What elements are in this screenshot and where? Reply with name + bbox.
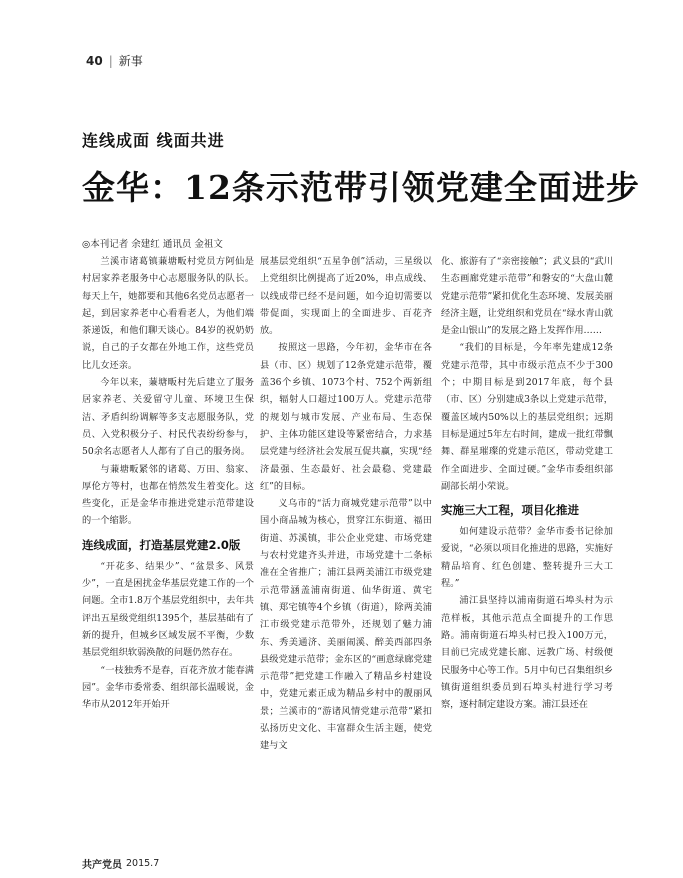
paragraph: 化、旅游有了“亲密接触”；武义县的“武川生态画廊党建示范带”和磐安的“大盘山麓党建示范带”紧扣优化生态环境、发展美丽经济主题，让党组织和党员在“绿水青山就是金山银山”的发展之路上发挥作用…… [441,256,613,337]
section-heading: 连线成面，打造基层党建2.0版 [82,537,241,552]
paragraph: 义乌市的“活力商城党建示范带”以中国小商品城为核心，贯穿江东街道、福田街道、苏溪镇，非公企业党建、市场党建与农村党建齐头并进，市场党建十二条标准在全省推广；浦江县两美浦江市级党建示范带涵盖浦南街道、仙华街道、黄宅镇、郑宅镇等4个乡镇（街道），除两美浦江市级党建示范带外，还规划了魅力浦东、秀美通济、美丽闹溪、醉美西部四条县级党建示范带；金东区的“画意绿廊党建示范带”把党建工作融入了精品乡村建设中，党建元素正成为精品乡村中的靓丽风景；兰溪市的“游诸风情党建示范带”紧扣弘扬历史文化、丰富群众生活主题，使党建与文 [260,498,432,752]
article-column-1 [82,253,254,713]
paragraph: 与蒹塘畈紧邻的诸葛、万田、翁家、厚伦方等村，也都在悄然发生着变化。这些变化，正是金华市推进党建示范带建设的一个缩影。 [82,463,254,527]
paragraph: 浦江县坚持以浦南街道石埠头村为示范样板，其他示范点全面提升的工作思路。浦南街道石埠头村已投入100万元，目前已完成党建长廊、远教广场、村级便民服务中心等工作。5月中旬已召集组织乡镇街道组织委员到石埠头村进行学习考察，逐村制定建设方案。浦江县还在 [441,595,613,711]
paragraph: 如何建设示范带？金华市委书记徐加爱说，“必须以项目化推进的思路，实施好精品培育、红色创建、整转提升三大工程。” [441,526,613,590]
section-name: 新事 [118,54,143,68]
article-byline: ◎本刊记者 余建红 通讯员 金祖文 [82,239,223,250]
paragraph: “我们的目标是，今年率先建成12条党建示范带，其中市级示范点不少于300个；中期目标是到2017年底，每个县（市、区）分别建成3条以上党建示范带，覆盖区域内50%以上的基层党组织；远期目标是通过5年左右时间，建成一批红带飘舞、群星璀璨的党建示范区，带动党建工作全面进步、全面过硬。”金华市委组织部副部长胡小荣说。 [441,342,613,492]
article-column-2 [260,253,432,755]
paragraph: 展基层党组织“五星争创”活动，三星级以上党组织比例提高了近20%，串点成线、以线成带已经不是问题，如今迫切需要以带促面，实现面上的全面进步、百花齐放。 [260,256,432,337]
paragraph: 今年以来，蒹塘畈村先后建立了服务居家养老、关爱留守儿童、环境卫生保洁、矛盾纠纷调解等多支志愿服务队，党员、入党积极分子、村民代表纷纷参与，50余名志愿者人人都有了自己的服务岗。 [82,377,254,458]
article-subtitle: 连线成面 线面共进 [82,131,225,150]
paragraph: “一枝独秀不是春，百花齐放才能春满园”。金华市委常委、组织部长温暖说，金华市从2012年开始开 [82,664,254,711]
section-heading: 实施三大工程，项目化推进 [441,503,579,518]
paragraph: “开花多、结果少”、“盆景多、风景少”，一直是困扰金华基层党建工作的一个问题。全市1.8万个基层党组织中，去年共评出五星级党组织1395个，基层基础有了新的提升，但城乡区域发展不平衡，少数基层党组织软弱涣散的问题仍然存在。 [82,560,254,659]
issue-date: 2015.7 [126,858,160,869]
paragraph: 兰溪市诸葛镇蒹塘畈村党员方阿仙是村居家养老服务中心志愿服务队的队长。每天上午，她都要和其他6名党员志愿者一起，到居家养老中心看看老人，为他们端茶递饭，和他们聊天谈心。84岁的祝奶奶说，自己的子女都在外地工作，这些党员比儿女还亲。 [82,256,254,371]
page-number: 40 [86,53,103,68]
header-divider: | [108,53,113,68]
magazine-logo: 共产党员 [82,860,122,871]
article-title: 金华：12条示范带引领党建全面进步 [82,168,640,207]
article-column-3 [441,253,613,713]
page-header [86,52,143,69]
paragraph: 按照这一思路，今年初，金华市在各县（市、区）规划了12条党建示范带，覆盖36个乡镇、1073个村、752个两新组织，辐射人口超过100万人。党建示范带的规划与城市发展、产业布局、生态保护、主体功能区建设等紧密结合，力求基层党建与经济社会发展互促共赢，实现“经济最强、生态最好、社会最稳、党建最红”的目标。 [260,342,432,492]
page-footer [82,856,159,871]
